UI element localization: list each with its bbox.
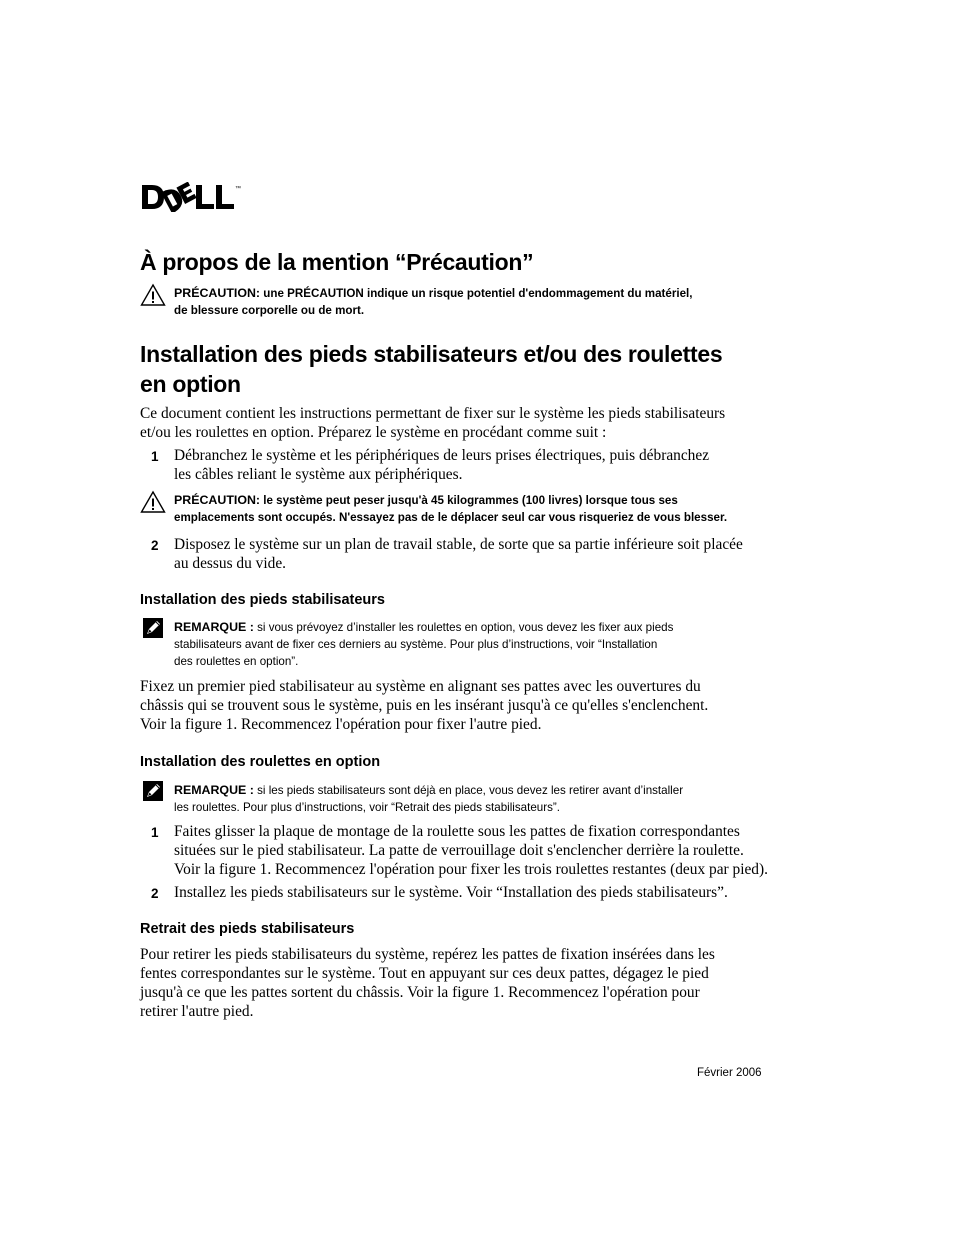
note-text-2: les roulettes. Pour plus d’instructions, voir “Retrait des pieds stabilisateurs”. [174, 801, 560, 814]
step-2 [140, 535, 780, 575]
caster-step-2 [140, 883, 780, 905]
trademark: ™ [235, 186, 241, 192]
step-2-line-2: au dessus du vide. [174, 555, 286, 572]
step-1 [140, 446, 780, 486]
main-heading-line-1: Installation des pieds stabilisateurs et/ou des roulettes [140, 341, 723, 367]
step-number: 2 [151, 538, 159, 553]
step-number: 2 [151, 886, 159, 901]
warning-triangle-icon [140, 283, 166, 307]
note-text-1: si vous prévoyez d’installer les roulettes en option, vous devez les fixer aux pieds [257, 621, 674, 634]
intro-line-1: Ce document contient les instructions permettant de fixer sur le système les pieds stabilisateurs [140, 405, 726, 422]
caster-step-2-line: Installez les pieds stabilisateurs sur le système. Voir “Installation des pieds stabilisateurs”. [174, 884, 728, 901]
note-block-2 [140, 780, 780, 820]
precaution-heading: À propos de la mention “Précaution” [140, 249, 534, 275]
main-heading [140, 339, 780, 399]
precaution-text-1: une PRÉCAUTION indique un risque potentiel d'endommagement du matériel, [263, 287, 693, 300]
paragraph-line: Pour retirer les pieds stabilisateurs du système, repérez les pattes de fixation insérées dans les [140, 946, 715, 963]
paragraph-line: châssis qui se trouvent sous le système, puis en les insérant jusqu'à ce qu'elles s'enclenchent. [140, 697, 709, 714]
subheading-removal: Retrait des pieds stabilisateurs [140, 921, 355, 937]
warning-triangle-icon [140, 490, 166, 514]
subheading-casters: Installation des roulettes en option [140, 754, 381, 770]
footer-date: Février 2006 [697, 1067, 762, 1079]
note-pencil-icon [142, 780, 164, 802]
intro-line-2: et/ou les roulettes en option. Préparez le système en procédant comme suit : [140, 424, 607, 441]
caster-step-1-line: Voir la figure 1. Recommencez l'opération pour fixer les trois roulettes restantes (deux par pied). [174, 861, 768, 878]
dell-logo [140, 182, 245, 212]
paragraph-line: fentes correspondantes sur le système. Tout en appuyant sur ces deux pattes, dégagez le pied [140, 965, 709, 982]
caster-step-1 [140, 822, 780, 880]
caution-block-2 [140, 490, 780, 530]
paragraph-line: Voir la figure 1. Recommencez l'opération pour fixer l'autre pied. [140, 716, 542, 733]
paragraph-line: Fixez un premier pied stabilisateur au système en alignant ses pattes avec les ouvertures du [140, 678, 701, 695]
intro-paragraph [140, 404, 780, 442]
step-1-line-1: Débranchez le système et les périphériques de leurs prises électriques, puis débranchez [174, 447, 710, 464]
caution-label: PRÉCAUTION: [174, 493, 261, 507]
note-label: REMARQUE : [174, 620, 254, 634]
paragraph-line: jusqu'à ce que les pattes sortent du châssis. Voir la figure 1. Recommencez l'opération pour [140, 984, 700, 1001]
step-number: 1 [151, 825, 159, 840]
note-block-1 [140, 617, 780, 673]
paragraph-feet [140, 677, 780, 734]
dell-logo-icon [140, 182, 245, 212]
precaution-text-2: de blessure corporelle ou de mort. [174, 304, 365, 317]
caster-step-1-line: situées sur le pied stabilisateur. La patte de verrouillage doit s'enclencher derrière la roulette. [174, 842, 744, 859]
caution-text-2: emplacements sont occupés. N'essayez pas de le déplacer seul car vous risqueriez de vous blesser. [174, 511, 728, 524]
note-text-1: si les pieds stabilisateurs sont déjà en place, vous devez les retirer avant d’installer [257, 784, 684, 797]
step-2-line-1: Disposez le système sur un plan de travail stable, de sorte que sa partie inférieure soit placée [174, 536, 743, 553]
caution-block-1 [140, 283, 760, 323]
caster-step-1-line: Faites glisser la plaque de montage de la roulette sous les pattes de fixation correspondantes [174, 823, 740, 840]
paragraph-removal [140, 945, 780, 1021]
note-text-2: stabilisateurs avant de fixer ces derniers au système. Pour plus d’instructions, voir “Installation [174, 638, 658, 651]
step-1-line-2: les câbles reliant le système aux périphériques. [174, 466, 463, 483]
step-number: 1 [151, 449, 159, 464]
main-heading-line-2: en option [140, 371, 241, 397]
paragraph-line: retirer l'autre pied. [140, 1003, 254, 1020]
note-text-3: des roulettes en option”. [174, 655, 299, 668]
subheading-feet: Installation des pieds stabilisateurs [140, 592, 385, 608]
note-pencil-icon [142, 617, 164, 639]
caution-text-1: le système peut peser jusqu'à 45 kilogrammes (100 livres) lorsque tous ses [263, 494, 678, 507]
precaution-label: PRÉCAUTION: [174, 286, 261, 300]
note-label: REMARQUE : [174, 783, 254, 797]
